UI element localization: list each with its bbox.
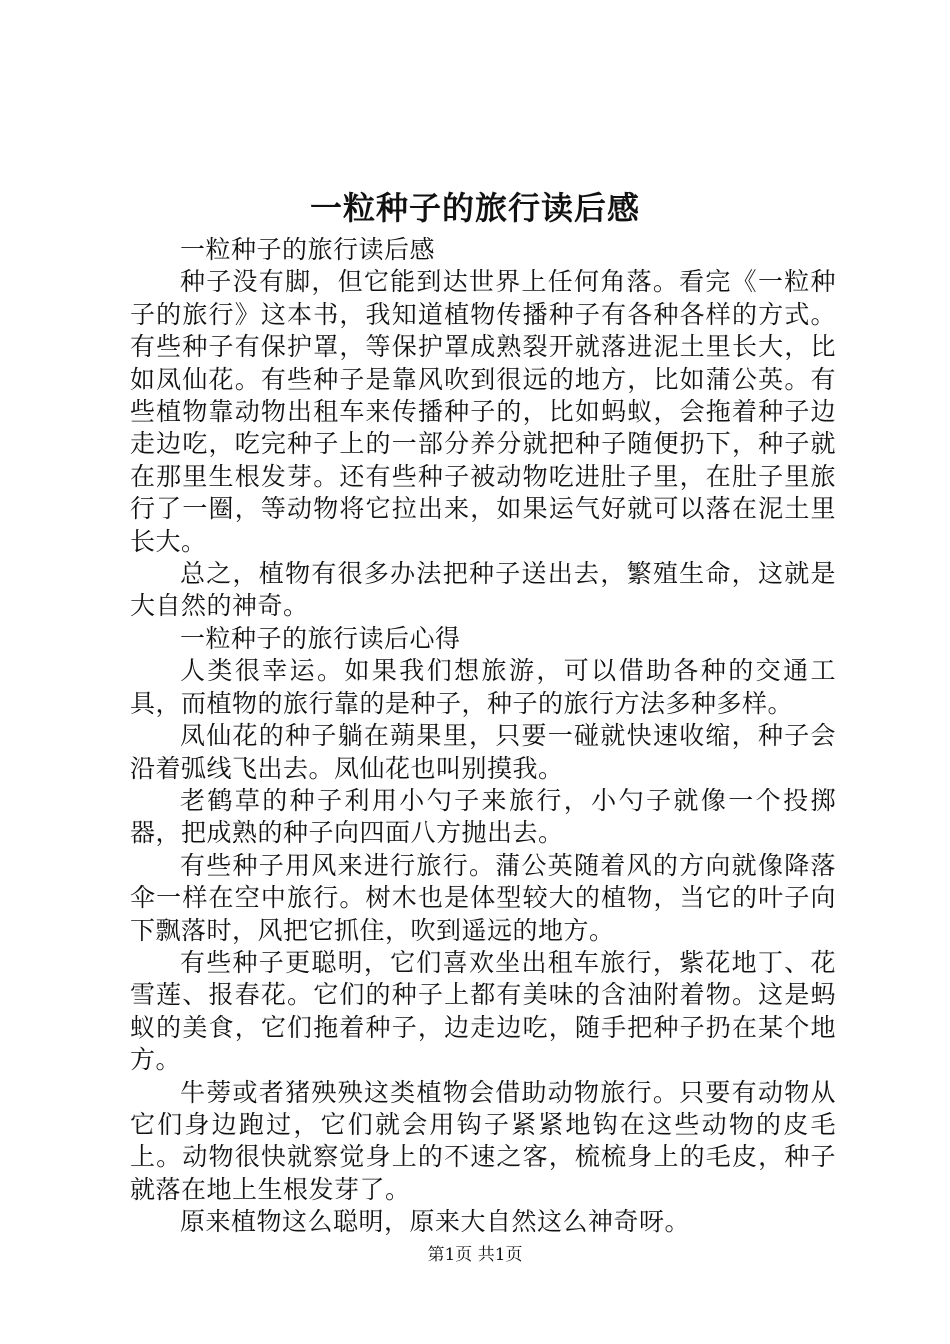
paragraph: 种子没有脚，但它能到达世界上任何角落。看完《一粒种子的旅行》这本书，我知道植物传播种子有各种各样的方式。有些种子有保护罩，等保护罩成熟裂开就落进泥土里长大，比如凤仙花。有些种子是靠风吹到很远的地方，比如蒲公英。有些植物靠动物出租车来传播种子的，比如蚂蚁，会拖着种子边走边吃，吃完种子上的一部分养分就把种子随便扔下，种子就在那里生根发芽。还有些种子被动物吃进肚子里，在肚子里旅行了一圈，等动物将它拉出来，如果运气好就可以落在泥土里长大。 <box>130 267 836 556</box>
paragraph: 人类很幸运。如果我们想旅游，可以借助各种的交通工具，而植物的旅行靠的是种子，种子的旅行方法多种多样。 <box>130 656 836 718</box>
paragraph: 老鹤草的种子利用小勺子来旅行，小勺子就像一个投掷器，把成熟的种子向四面八方抛出去。 <box>130 785 836 848</box>
paragraph: 有些种子用风来进行旅行。蒲公英随着风的方向就像降落伞一样在空中旅行。树木也是体型较大的植物，当它的叶子向下飘落时，风把它抓住，吹到遥远的地方。 <box>130 850 836 945</box>
document-body <box>130 234 836 1239</box>
paragraph-subtitle-2: 一粒种子的旅行读后心得 <box>180 623 461 653</box>
paragraph: 原来植物这么聪明，原来大自然这么神奇呀。 <box>180 1207 691 1237</box>
paragraph-subtitle-1: 一粒种子的旅行读后感 <box>180 235 436 264</box>
paragraph: 有些种子更聪明，它们喜欢坐出租车旅行，紫花地丁、花雪莲、报春花。它们的种子上都有美味的含油附着物。这是蚂蚁的美食，它们拖着种子，边走边吃，随手把种子扔在某个地方。 <box>130 947 836 1075</box>
paragraph: 牛蒡或者猪殃殃这类植物会借助动物旅行。只要有动物从它们身边跑过，它们就会用钩子紧紧地钩在这些动物的皮毛上。动物很快就察觉身上的不速之客，梳梳身上的毛皮，种子就落在地上生根发芽了。 <box>130 1077 836 1204</box>
paragraph: 凤仙花的种子躺在蒴果里，只要一碰就快速收缩，种子会沿着弧线飞出去。凤仙花也叫别摸我。 <box>130 721 836 783</box>
page-footer: 第1页 共1页 <box>427 1245 523 1265</box>
paragraph: 总之，植物有很多办法把种子送出去，繁殖生命，这就是大自然的神奇。 <box>130 559 836 621</box>
document-title: 一粒种子的旅行读后感 <box>309 189 640 227</box>
